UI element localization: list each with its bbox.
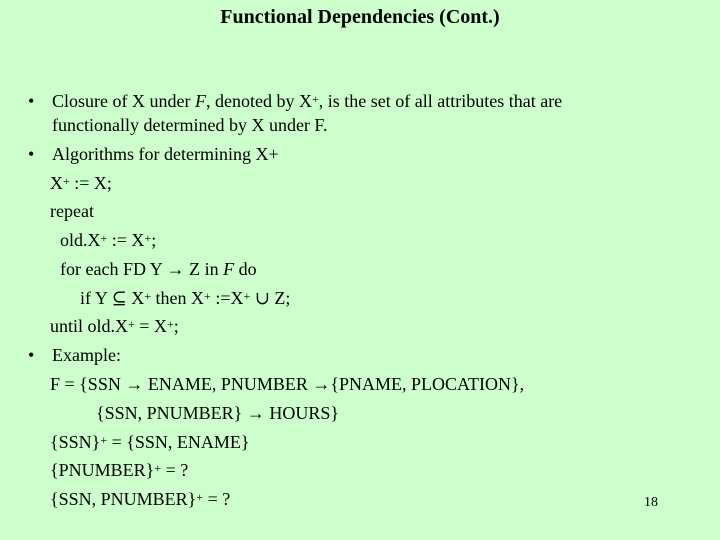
bullet-1-line-2: functionally determined by X under F. [52,115,328,135]
bullet-2-label: Algorithms for determining X+ [52,144,279,164]
example-line-5: {SSN, PNUMBER}+ = ? [50,489,231,509]
algo-line-if: if Y ⊆ X+ then X+ :=X+ ∪ Z; [80,288,291,308]
example-line-3: {SSN}+ = {SSN, ENAME} [50,432,250,452]
bullet-1-marker: • [28,91,35,111]
algo-line-repeat: repeat [50,201,94,221]
slide-title: Functional Dependencies (Cont.) [220,6,500,28]
bullet-3-marker: • [28,345,35,365]
bullet-3-label: Example: [52,345,121,365]
example-line-1: F = {SSN → ENAME, PNUMBER →{PNAME, PLOCATION}, [50,374,525,394]
algo-line-for-each: for each FD Y → Z in F do [60,259,257,279]
bullet-1-line-1: Closure of X under F, denoted by X+, is the set of all attributes that are [52,91,563,111]
example-line-4: {PNUMBER}+ = ? [50,460,189,480]
bullet-2-marker: • [28,144,35,164]
algo-line-until: until old.X+ = X+; [50,316,179,336]
page-number: 18 [644,495,658,510]
example-line-2: {SSN, PNUMBER} → HOURS} [96,403,339,423]
algo-line-old: old.X+ := X+; [60,230,157,250]
algo-line-init: X+ := X; [50,173,112,193]
